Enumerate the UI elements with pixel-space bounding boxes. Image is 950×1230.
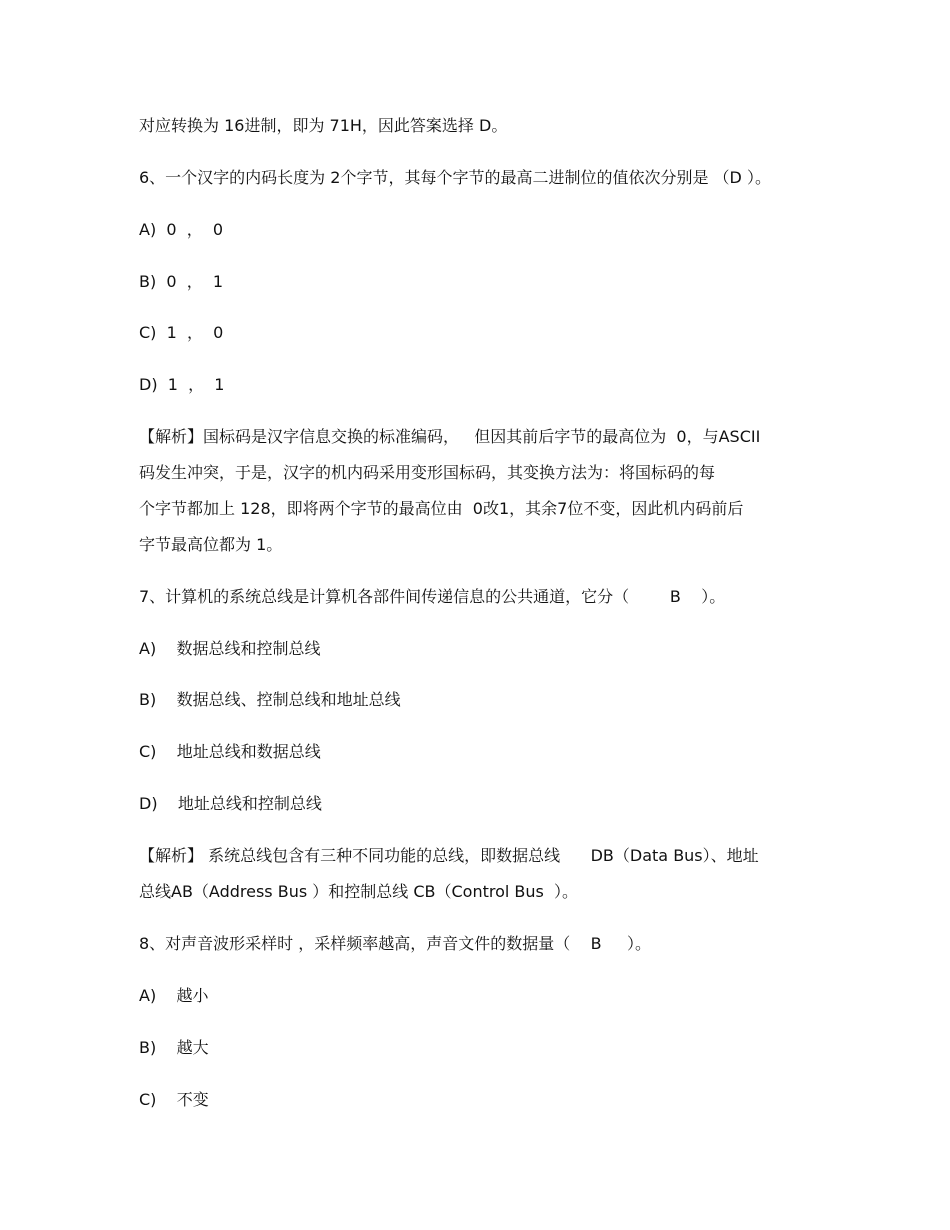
explanation-line: 个字节都加上 128，即将两个字节的最高位由 0改1，其余7位不变，因此机内码前后 [139, 499, 744, 518]
option-a: A) 数据总线和控制总线 [139, 639, 321, 658]
option-a: A) 越小 [139, 986, 209, 1005]
option-a: A) 0 ， 0 [139, 220, 224, 239]
option-b: B) 越大 [139, 1038, 209, 1057]
option-c: C) 1 ， 0 [139, 323, 224, 342]
question-8: 8、对声音波形采样时 ，采样频率越高，声音文件的数据量（ B ）。 [139, 934, 652, 953]
option-c: C) 不变 [139, 1090, 209, 1109]
text-line: 对应转换为 16进制，即为 71H，因此答案选择 D。 [139, 116, 508, 135]
option-d: D) 地址总线和控制总线 [139, 794, 322, 813]
option-c: C) 地址总线和数据总线 [139, 742, 321, 761]
explanation-line: 码发生冲突，于是，汉字的机内码采用变形国标码，其变换方法为：将国标码的每 [139, 463, 716, 482]
question-7: 7、计算机的系统总线是计算机各部件间传递信息的公共通道，它分（ B ）。 [139, 587, 726, 606]
explanation-line: 字节最高位都为 1。 [139, 535, 283, 554]
option-b: B) 数据总线、控制总线和地址总线 [139, 690, 401, 709]
option-b: B) 0 ， 1 [139, 272, 224, 291]
explanation-line: 总线AB（Address Bus ）和控制总线 CB（Control Bus ）。 [139, 882, 579, 901]
question-6: 6、一个汉字的内码长度为 2个字节，其每个字节的最高二进制位的值依次分别是 （D ）。 [139, 168, 771, 187]
explanation-line: 【解析】国标码是汉字信息交换的标准编码， 但因其前后字节的最高位为 0，与ASCII [139, 427, 761, 446]
explanation-line: 【解析】 系统总线包含有三种不同功能的总线，即数据总线 DB（Data Bus）、地址 [139, 846, 759, 865]
option-d: D) 1 ， 1 [139, 375, 225, 394]
